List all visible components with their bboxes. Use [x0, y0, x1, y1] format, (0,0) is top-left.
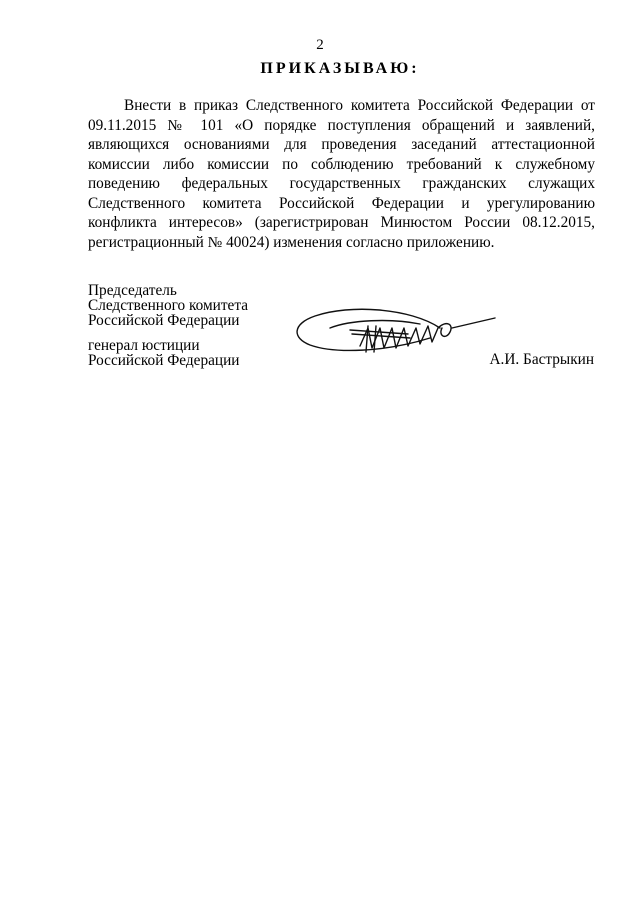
order-heading: ПРИКАЗЫВАЮ:: [260, 60, 420, 77]
signer-rank-line: Российской Федерации: [88, 352, 240, 369]
signer-position: [88, 283, 308, 328]
signer-rank-line: генерал юстиции: [88, 337, 200, 354]
order-body-text: Внести в приказ Следственного комитета Российской Федерации от 09.11.2015 № 101 «О порядке поступления обращений и заявлений, являющихся основаниями для проведения заседаний аттестационной комиссии либо комиссии по соблюдению требований к служебному поведению федеральных государственных гражданских служащих Следственного комитета Российской Федерации и урегулированию конфликта интересов» (зарегистрирован Минюстом России 08.12.2015, регистрационный № 40024) изменения согласно приложению.: [88, 97, 595, 251]
signer-position-line: Председатель: [88, 282, 177, 299]
signer-position-line: Следственного комитета: [88, 297, 249, 314]
handwritten-signature-icon: [290, 298, 500, 368]
signer-rank: [88, 338, 308, 368]
signer-name: А.И. Бастрыкин: [489, 351, 594, 368]
page-number: 2: [316, 37, 324, 53]
signer-position-line: Российской Федерации: [88, 312, 240, 329]
